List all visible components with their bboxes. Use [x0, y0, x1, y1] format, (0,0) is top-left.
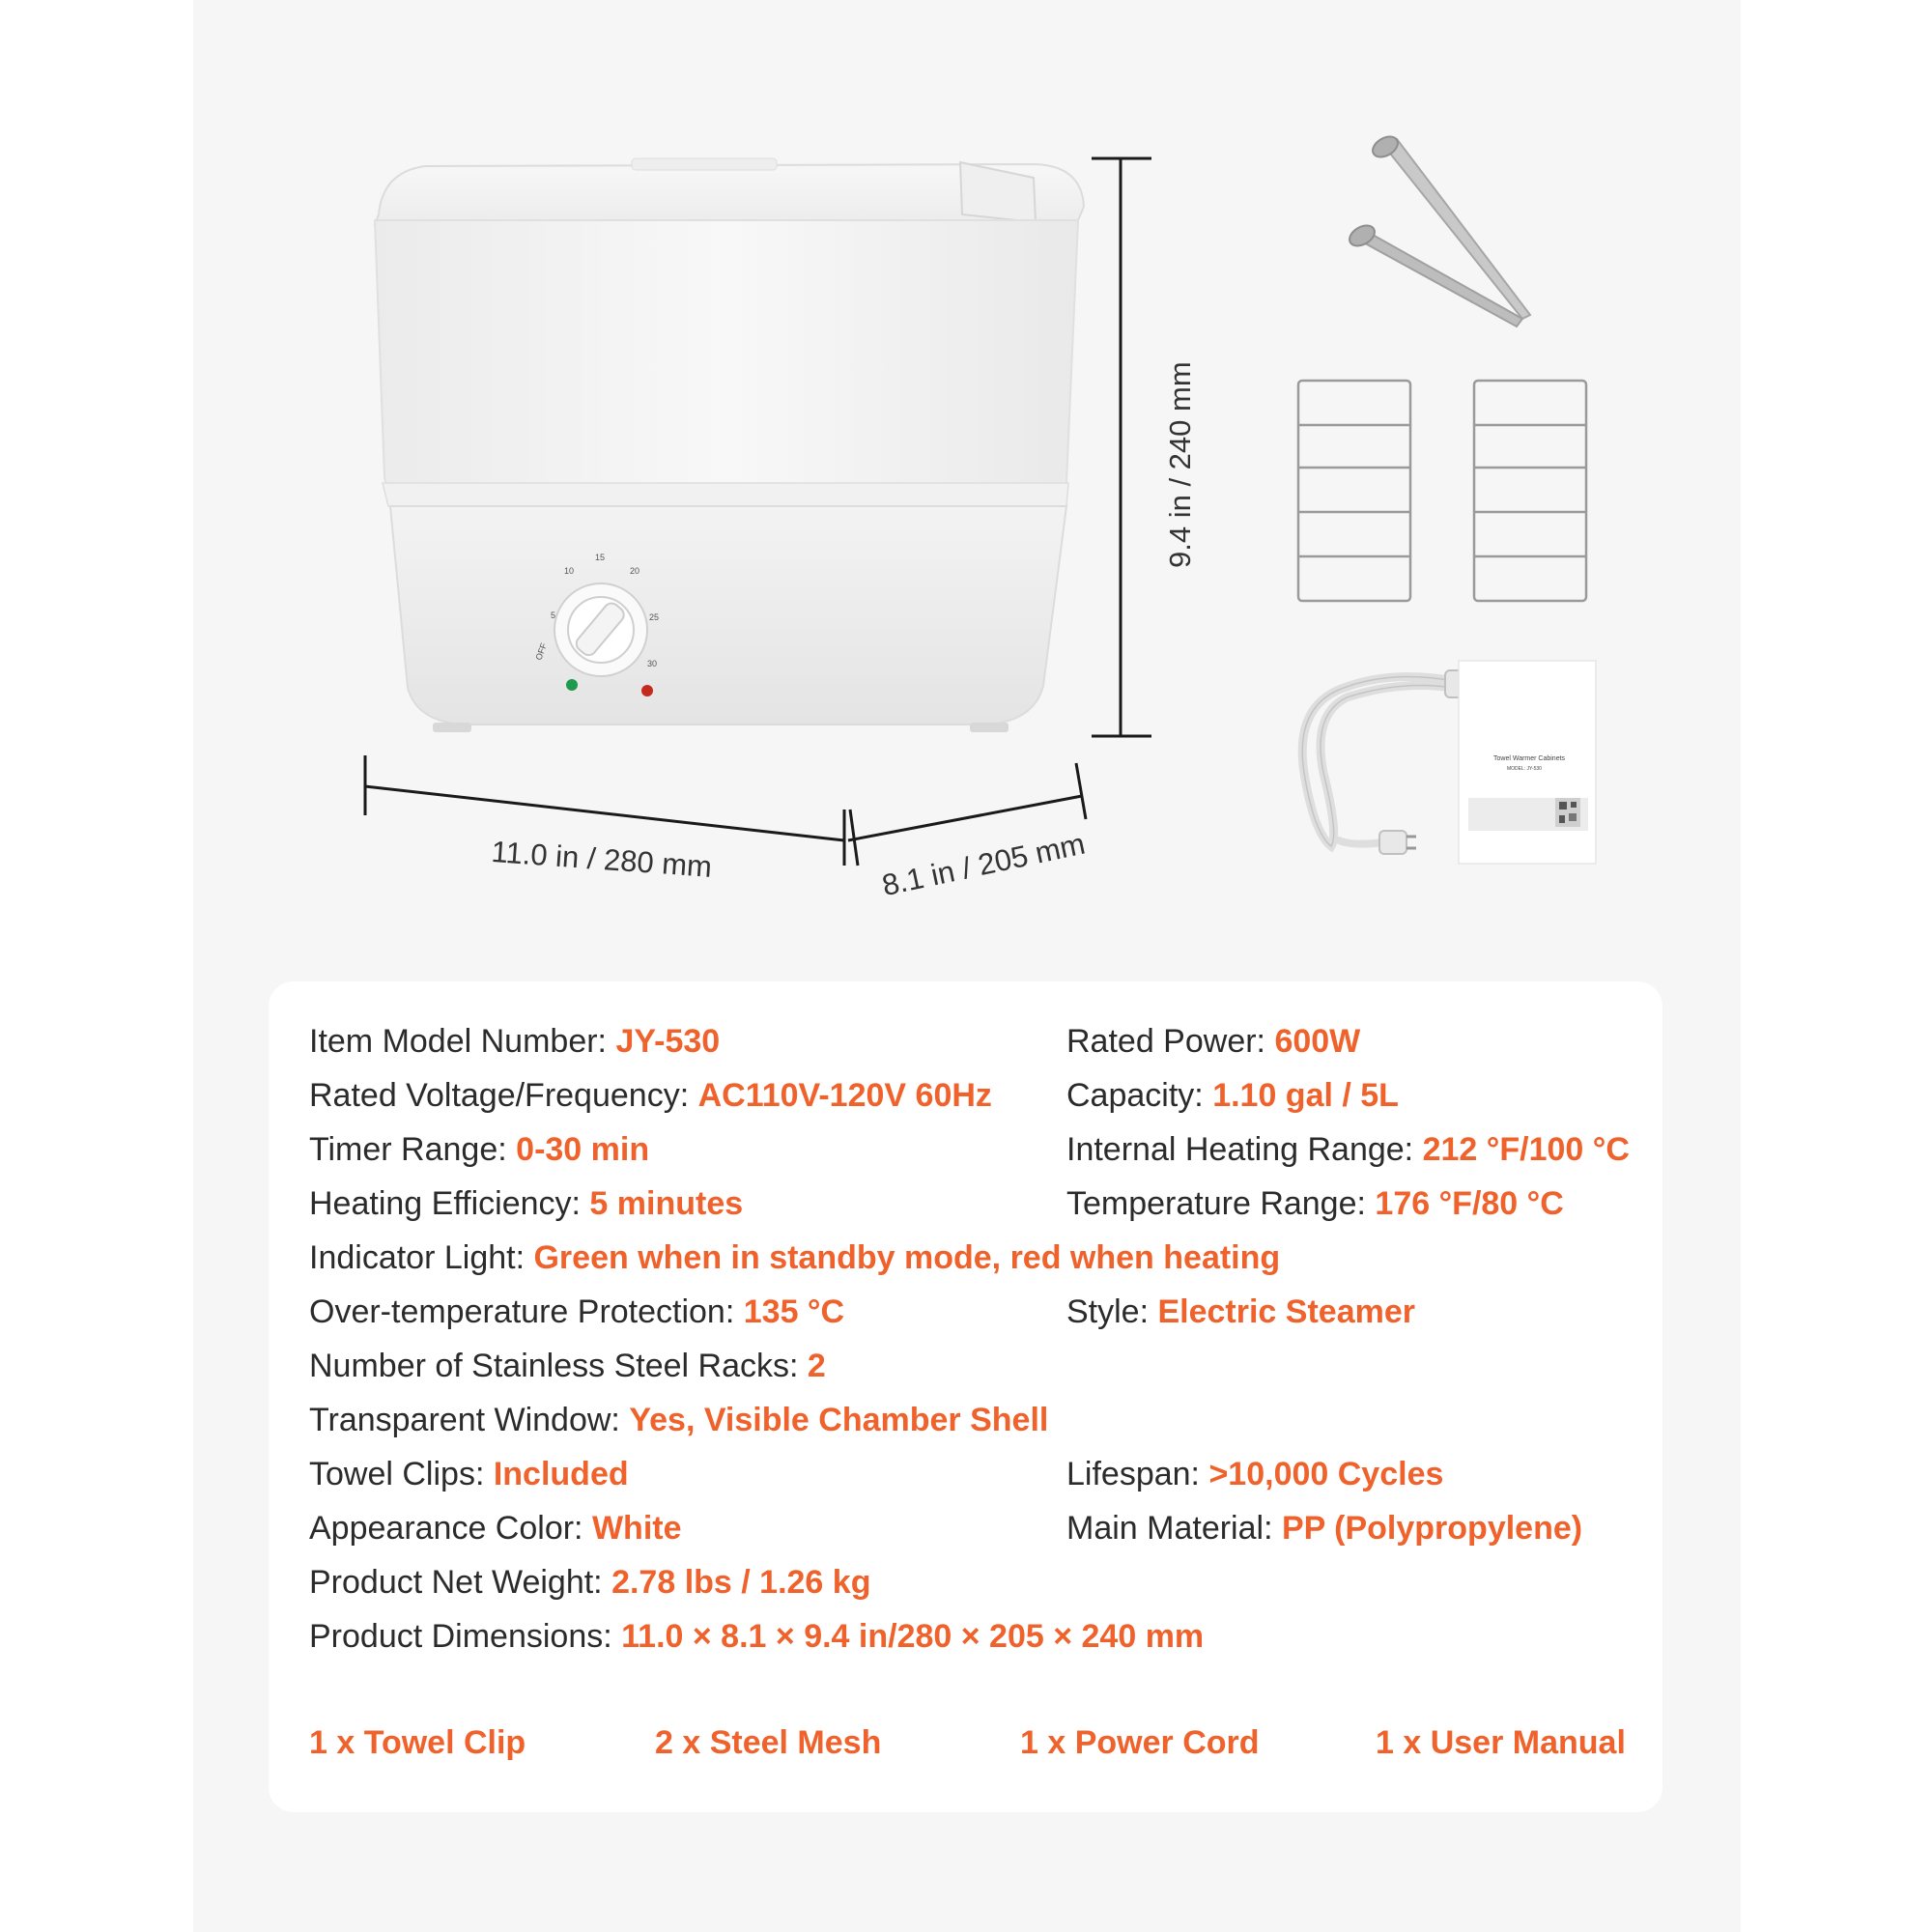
spec-internal-heating-range: Internal Heating Range: 212 °F/100 °C	[1066, 1131, 1630, 1168]
manual-model: MODEL: JY-530	[1507, 766, 1542, 772]
spec-appearance-color: Appearance Color: White	[309, 1510, 682, 1547]
width-dimension-label: 11.0 in / 280 mm	[490, 835, 714, 884]
dial-label-5: 5	[551, 611, 556, 620]
spec-number-of-racks: Number of Stainless Steel Racks: 2	[309, 1348, 826, 1384]
spec-style: Style: Electric Steamer	[1066, 1293, 1415, 1330]
heating-light-icon	[641, 685, 653, 696]
spec-transparent-window: Transparent Window: Yes, Visible Chamber Shell	[309, 1402, 1049, 1438]
spec-over-temperature-protection: Over-temperature Protection: 135 °C	[309, 1293, 845, 1330]
steamer-chamber	[375, 220, 1078, 506]
steamer-base	[390, 506, 1066, 732]
steel-mesh-rack-icon	[1474, 381, 1586, 601]
manual-title: Towel Warmer Cabinets	[1493, 755, 1566, 762]
accessory-steel-mesh: 2 x Steel Mesh	[655, 1724, 882, 1761]
spec-net-weight: Product Net Weight: 2.78 lbs / 1.26 kg	[309, 1564, 871, 1601]
spec-heating-efficiency: Heating Efficiency: 5 minutes	[309, 1185, 744, 1222]
spec-rated-voltage: Rated Voltage/Frequency: AC110V-120V 60Hz	[309, 1077, 992, 1114]
product-illustration	[193, 0, 1741, 927]
spec-capacity: Capacity: 1.10 gal / 5L	[1066, 1077, 1399, 1114]
user-manual-icon	[1459, 661, 1596, 864]
dial-label-30: 30	[647, 659, 658, 668]
accessory-power-cord: 1 x Power Cord	[1020, 1724, 1260, 1761]
spec-product-dimensions: Product Dimensions: 11.0 × 8.1 × 9.4 in/280 × 205 × 240 mm	[309, 1618, 1205, 1655]
spec-indicator-light: Indicator Light: Green when in standby mode, red when heating	[309, 1239, 1281, 1276]
spec-towel-clips: Towel Clips: Included	[309, 1456, 629, 1492]
accessory-towel-clip: 1 x Towel Clip	[309, 1724, 526, 1761]
dial-label-25: 25	[649, 612, 660, 622]
accessory-user-manual: 1 x User Manual	[1376, 1724, 1626, 1761]
spec-rated-power: Rated Power: 600W	[1066, 1023, 1361, 1060]
steamer-lid	[375, 158, 1084, 224]
spec-item-model-number: Item Model Number: JY-530	[309, 1023, 721, 1060]
product-infographic	[193, 0, 1741, 1932]
steel-mesh-rack-icon	[1298, 381, 1410, 601]
specifications-card	[269, 981, 1662, 1812]
spec-temperature-range: Temperature Range: 176 °F/80 °C	[1066, 1185, 1564, 1222]
dial-label-off: OFF	[533, 641, 550, 662]
spec-lifespan: Lifespan: >10,000 Cycles	[1066, 1456, 1444, 1492]
spec-timer-range: Timer Range: 0-30 min	[309, 1131, 650, 1168]
power-cord-icon	[1302, 670, 1470, 854]
height-dimension-line	[1092, 158, 1151, 736]
dial-label-15: 15	[595, 553, 606, 562]
depth-dimension-label: 8.1 in / 205 mm	[879, 826, 1089, 903]
product-figure	[193, 0, 1741, 927]
standby-light-icon	[566, 679, 578, 691]
towel-clip-icon	[1346, 132, 1530, 327]
dial-label-20: 20	[630, 566, 640, 576]
height-dimension-label: 9.4 in / 240 mm	[1163, 361, 1197, 568]
spec-main-material: Main Material: PP (Polypropylene)	[1066, 1510, 1583, 1547]
dial-label-10: 10	[564, 566, 575, 576]
